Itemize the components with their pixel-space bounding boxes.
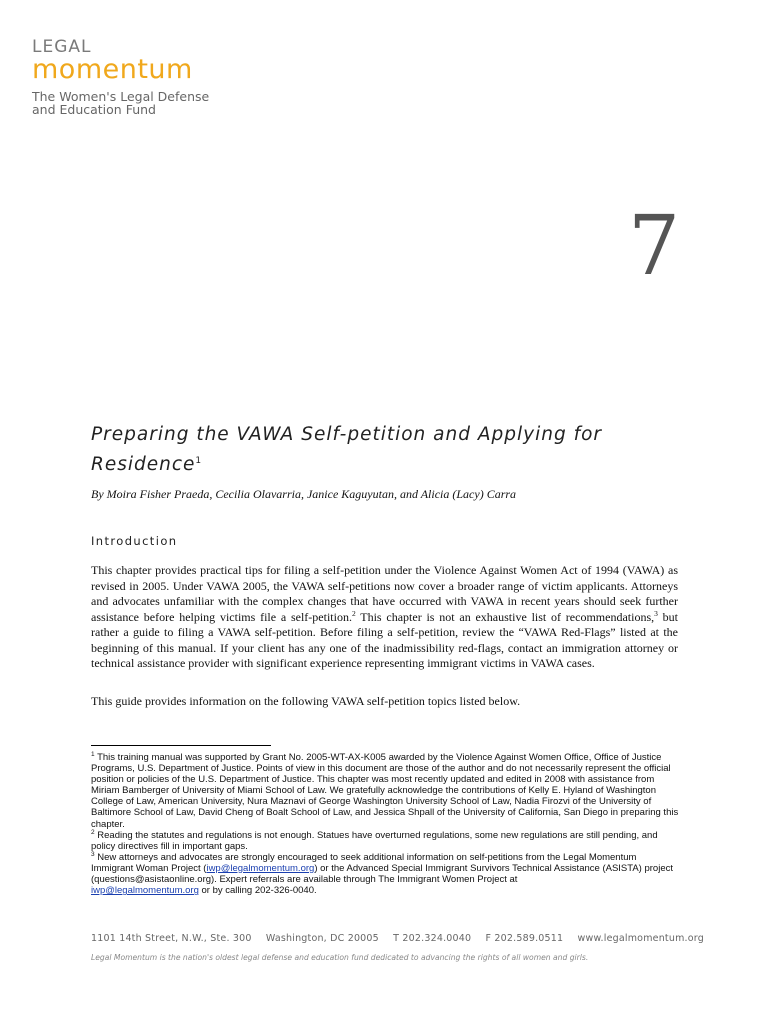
footer-city: Washington, DC 20005 bbox=[265, 933, 379, 944]
chapter-title-text: Preparing the VAWA Self-petition and Applying for Residence bbox=[91, 424, 603, 476]
logo-wordmark-legal: LEGAL bbox=[32, 37, 92, 57]
footnote-text: ) or the Advanced Special Immigrant Survivors Technical Assistance (ASISTA) project (questions@asistaonline.org). Expert referrals are available through The Immigrant Women Project at bbox=[91, 862, 674, 886]
footer-street: 1101 14th Street, N.W., Ste. 300 bbox=[91, 933, 252, 944]
email-link-iwp[interactable]: iwp@legalmomentum.org bbox=[91, 885, 199, 897]
footer-contact-line bbox=[91, 933, 711, 944]
section-heading-introduction: Introduction bbox=[91, 534, 178, 548]
footnote-text: or by calling 202-326-0040. bbox=[198, 885, 317, 897]
title-footnote-mark: 1 bbox=[195, 456, 202, 466]
footer-website: www.legalmomentum.org bbox=[577, 933, 704, 944]
footnote-text: Reading the statutes and regulations is not enough. Statues have overturned regulations, some new regulations are still pending, and policy directives fill in important gaps. bbox=[91, 829, 658, 852]
footnote-mark: 1 bbox=[91, 750, 95, 758]
footnote-3 bbox=[91, 852, 681, 896]
logo-tagline: The Women's Legal Defense and Education Fund bbox=[32, 89, 210, 117]
organization-logo bbox=[32, 38, 232, 116]
paragraph-text: but rather a guide to filing a VAWA self-petition. Before filing a self-petition, review the “VAWA Red-Flags” listed at the beginning of this manual. If your client has any one of the inadmissibility red-flags, contact an immigration attorney or technical assistance provider with significant experience representing immigrant victims in VAWA cases. bbox=[91, 609, 678, 670]
footnotes bbox=[91, 752, 681, 896]
footnote-mark: 3 bbox=[91, 850, 95, 858]
topics-intro-paragraph: This guide provides information on the following VAWA self-petition topics listed below. bbox=[91, 694, 521, 708]
author-byline: By Moira Fisher Praeda, Cecilia Olavarria, Janice Kaguyutan, and Alicia (Lacy) Carra bbox=[91, 487, 517, 501]
footnote-text: This training manual was supported by Grant No. 2005-WT-AX-K005 awarded by the Violence Against Women Office, Office of Justice Programs, U.S. Department of Justice. Points of view in this document are those of the author and do not necessarily represent the official position or policies of the U.S. Department of Justice. This chapter was most recently updated and edited in 2008 with assistance from Miriam Bamberger of University of Miami School of Law. We gratefully acknowledge the contributions of Kelly E. Hyland of Washington College of Law, American University, Nura Maznavi of George Washington University School of Law, Nadia Firozvi of the University of Baltimore School of Law, David Cheng of Boalt School of Law, and Jessica Shpall of the University of California, San Diego in preparing this chapter. bbox=[91, 752, 679, 830]
chapter-number: 7 bbox=[628, 199, 681, 294]
paragraph-text: This chapter provides practical tips for filing a self-petition under the Violence Against Women Act of 1994 (VAWA) as revised in 2005. Under VAWA 2005, the VAWA self-petitions now cover a broader range of victim applicants. Attorneys and advocates unfamiliar with the complex changes that have occurred with VAWA in recent years should seek further assistance before helping victims file a self-petition. bbox=[91, 563, 678, 624]
footnote-divider bbox=[91, 745, 271, 746]
logo-wordmark-momentum: momentum bbox=[32, 54, 193, 85]
footnote-2 bbox=[91, 830, 681, 852]
footnote-ref-2: 2 bbox=[351, 608, 356, 618]
introduction-paragraph bbox=[91, 563, 678, 672]
footnote-text: New attorneys and advocates are strongly encouraged to seek additional information on self-petitions from the Legal Momentum Immigrant Woman Project ( bbox=[91, 851, 637, 874]
footer-phone: T 202.324.0040 bbox=[393, 933, 472, 944]
footnote-mark: 2 bbox=[91, 828, 95, 836]
chapter-title bbox=[91, 422, 651, 478]
footer-fax: F 202.589.0511 bbox=[485, 933, 564, 944]
footer-mission-statement: Legal Momentum is the nation's oldest legal defense and education fund dedicated to advancing the rights of all women and girls. bbox=[91, 953, 589, 962]
email-link-iwp[interactable]: iwp@legalmomentum.org bbox=[206, 862, 315, 874]
footnote-1 bbox=[91, 752, 681, 830]
footnote-ref-3: 3 bbox=[654, 608, 658, 618]
paragraph-text: This chapter is not an exhaustive list of recommendations, bbox=[355, 609, 655, 624]
